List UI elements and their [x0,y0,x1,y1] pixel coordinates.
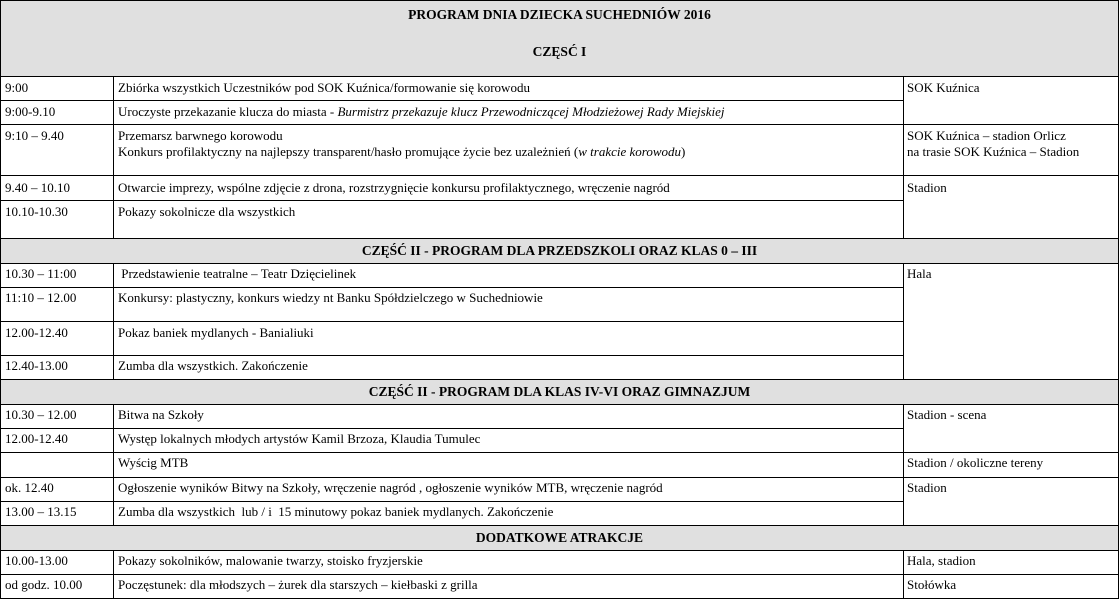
activity-cell: Pokazy sokolników, malowanie twarzy, stoisko fryzjerskie [118,553,423,568]
place-cell: Stadion [907,480,947,495]
activity-cell: Zumba dla wszystkich. Zakończenie [118,358,308,373]
section-heading-3-text: CZĘŚĆ II - PROGRAM DLA KLAS IV-VI ORAZ GIMNAZJUM [368,384,751,399]
rule [0,321,903,322]
rule [0,525,1119,526]
time-cell: 9:10 – 9.40 [5,128,64,143]
activity-cell: Poczęstunek: dla młodszych – żurek dla starszych – kiełbaski z grilla [118,577,478,592]
section-heading-4-text: DODATKOWE ATRAKCJE [475,530,644,545]
rule [0,238,1119,239]
time-cell: 9:00-9.10 [5,104,56,119]
place-cell: SOK Kuźnica [907,80,980,95]
rule [0,124,1119,125]
document-title-text: PROGRAM DNIA DZIECKA SUCHEDNIÓW 2016 [408,7,711,22]
section-heading-1 [0,40,1119,76]
place-cell: Stadion / okoliczne tereny [907,455,1044,470]
place-cell: Stadion - scena [907,407,987,422]
activity-cell: Występ lokalnych młodych artystów Kamil Brzoza, Klaudia Tumulec [118,431,481,446]
time-cell: 12.40-13.00 [5,358,68,373]
activity-cell: Konkursy: plastyczny, konkurs wiedzy nt Banku Spółdzielczego w Suchedniowie [118,290,543,305]
rule [0,379,1119,380]
place-text: na trasie SOK Kuźnica – Stadion [907,144,1080,159]
rule [0,175,1119,176]
time-cell: 11:10 – 12.00 [5,290,77,305]
section-heading-2 [0,238,1119,263]
document-title [0,0,1119,40]
section-heading-1-text: CZĘSĆ I [532,44,587,59]
activity-italic-text: Burmistrz przekazuje klucz Przewodniczącej Młodzieżowej Rady Miejskiej [337,104,725,119]
time-cell: 12.00-12.40 [5,325,68,340]
time-cell: 10.30 – 11:00 [5,266,77,281]
section-heading-4 [0,525,1119,550]
rule [0,404,1119,405]
place-cell [903,128,1119,160]
rule [0,501,903,502]
rule [0,287,903,288]
activity-cell: Przedstawienie teatralne – Teatr Dzięcielinek [118,266,357,281]
time-cell: 10.00-13.00 [5,553,68,568]
activity-text: Uroczyste przekazanie klucza do miasta - [118,104,338,119]
activity-text: Przemarsz barwnego korowodu [118,128,283,143]
rule [0,200,903,201]
rule [0,0,1119,1]
rule [0,574,1119,575]
place-cell: Hala, stadion [907,553,976,568]
section-heading-2-text: CZĘŚĆ II - PROGRAM DLA PRZEDSZKOLI ORAZ KLAS 0 – III [361,243,758,258]
section-heading-3 [0,379,1119,404]
time-cell: 13.00 – 13.15 [5,504,77,519]
activity-cell [113,128,903,160]
time-cell: od godz. 10.00 [5,577,83,592]
activity-cell: Pokazy sokolnicze dla wszystkich [118,204,296,219]
time-cell: 12.00-12.40 [5,431,68,446]
time-cell: ok. 12.40 [5,480,54,495]
time-cell: 10.30 – 12.00 [5,407,77,422]
rule [0,598,1119,599]
place-cell: Stadion [907,180,947,195]
rule [0,428,903,429]
place-text: SOK Kuźnica – stadion Orlicz [907,128,1066,143]
rule [0,452,1119,453]
place-cell: Stołówka [907,577,957,592]
activity-cell: Bitwa na Szkoły [118,407,204,422]
rule [0,355,903,356]
rule [0,76,1119,77]
time-cell: 9:00 [5,80,29,95]
time-cell: 10.10-10.30 [5,204,68,219]
rule [0,263,1119,264]
activity-cell: Ogłoszenie wyników Bitwy na Szkoły, wręczenie nagród , ogłoszenie wyników MTB, wręczenie nagród [118,480,663,495]
activity-text: Konkurs profilaktyczny na najlepszy transparent/hasło promujące życie bez uzależnień ( [118,144,579,159]
activity-text: ) [681,144,686,159]
activity-italic-text: w trakcie korowodu [578,144,682,159]
activity-cell: Wyścig MTB [118,455,189,470]
activity-cell: Pokaz baniek mydlanych - Banialiuki [118,325,314,340]
activity-cell: Zbiórka wszystkich Uczestników pod SOK Kuźnica/formowanie się korowodu [118,80,530,95]
activity-cell: Otwarcie imprezy, wspólne zdjęcie z drona, rozstrzygnięcie konkursu profilaktycznego, wręczenie nagród [118,180,670,195]
activity-cell: Zumba dla wszystkich lub / i 15 minutowy pokaz baniek mydlanych. Zakończenie [118,504,554,519]
activity-text-line2 [118,144,903,160]
rule [0,100,903,101]
rule [0,477,1119,478]
time-cell: 9.40 – 10.10 [5,180,70,195]
place-cell: Hala [907,266,932,281]
rule [0,550,1119,551]
activity-cell [113,104,903,120]
